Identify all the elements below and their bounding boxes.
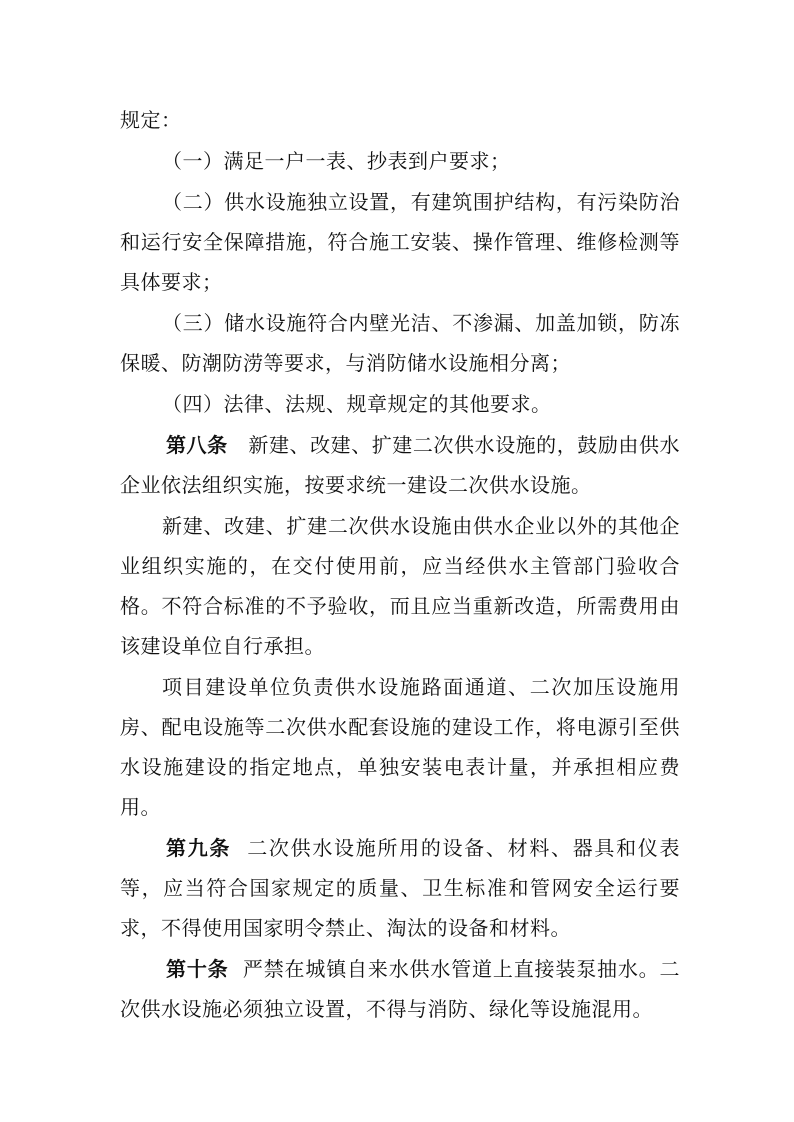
paragraph-item-1: （一）满足一户一表、抄表到户要求； bbox=[162, 149, 511, 173]
paragraph-item-4: （四）法律、法规、规章规定的其他要求。 bbox=[162, 392, 552, 416]
article-10-text: 严禁在城镇自来水供水管道上直接装泵抽水。二次供水设施必须独立设置，不得与消防、绿化等设施混用。 bbox=[120, 957, 681, 1021]
article-9-label: 第九条 bbox=[166, 836, 232, 860]
article-8-text: 新建、改建、扩建二次供水设施的，鼓励由供水企业依法组织实施，按要求统一建设二次供水设施。 bbox=[120, 433, 681, 497]
article-10-label: 第十条 bbox=[166, 957, 229, 981]
article-8-label: 第八条 bbox=[166, 433, 228, 457]
article-8-paragraph-3: 项目建设单位负责供水设施路面通道、二次加压设施用房、配电设施等二次供水配套设施的建设工作，将电源引至供水设施建设的指定地点，单独安装电表计量，并承担相应费用。 bbox=[120, 675, 680, 819]
paragraph-continuation: 规定： bbox=[120, 108, 182, 132]
paragraph-item-2: （二）供水设施独立设置，有建筑围护结构，有污染防治和运行安全保障措施，符合施工安装、操作管理、维修检测等具体要求； bbox=[120, 190, 680, 294]
paragraph-item-3: （三）储水设施符合内壁光洁、不渗漏、加盖加锁，防冻保暖、防潮防涝等要求，与消防储水设施相分离； bbox=[120, 311, 680, 375]
document-body bbox=[120, 100, 680, 1030]
article-8-paragraph-2: 新建、改建、扩建二次供水设施由供水企业以外的其他企业组织实施的，在交付使用前，应当经供水主管部门验收合格。不符合标准的不予验收，而且应当重新改造，所需费用由该建设单位自行承担。 bbox=[120, 514, 680, 658]
article-9 bbox=[120, 828, 680, 948]
article-10 bbox=[120, 949, 680, 1029]
article-8 bbox=[120, 425, 680, 505]
article-9-text: 二次供水设施所用的设备、材料、器具和仪表等，应当符合国家规定的质量、卫生标准和管网安全运行要求，不得使用国家明令禁止、淘汰的设备和材料。 bbox=[120, 836, 681, 940]
